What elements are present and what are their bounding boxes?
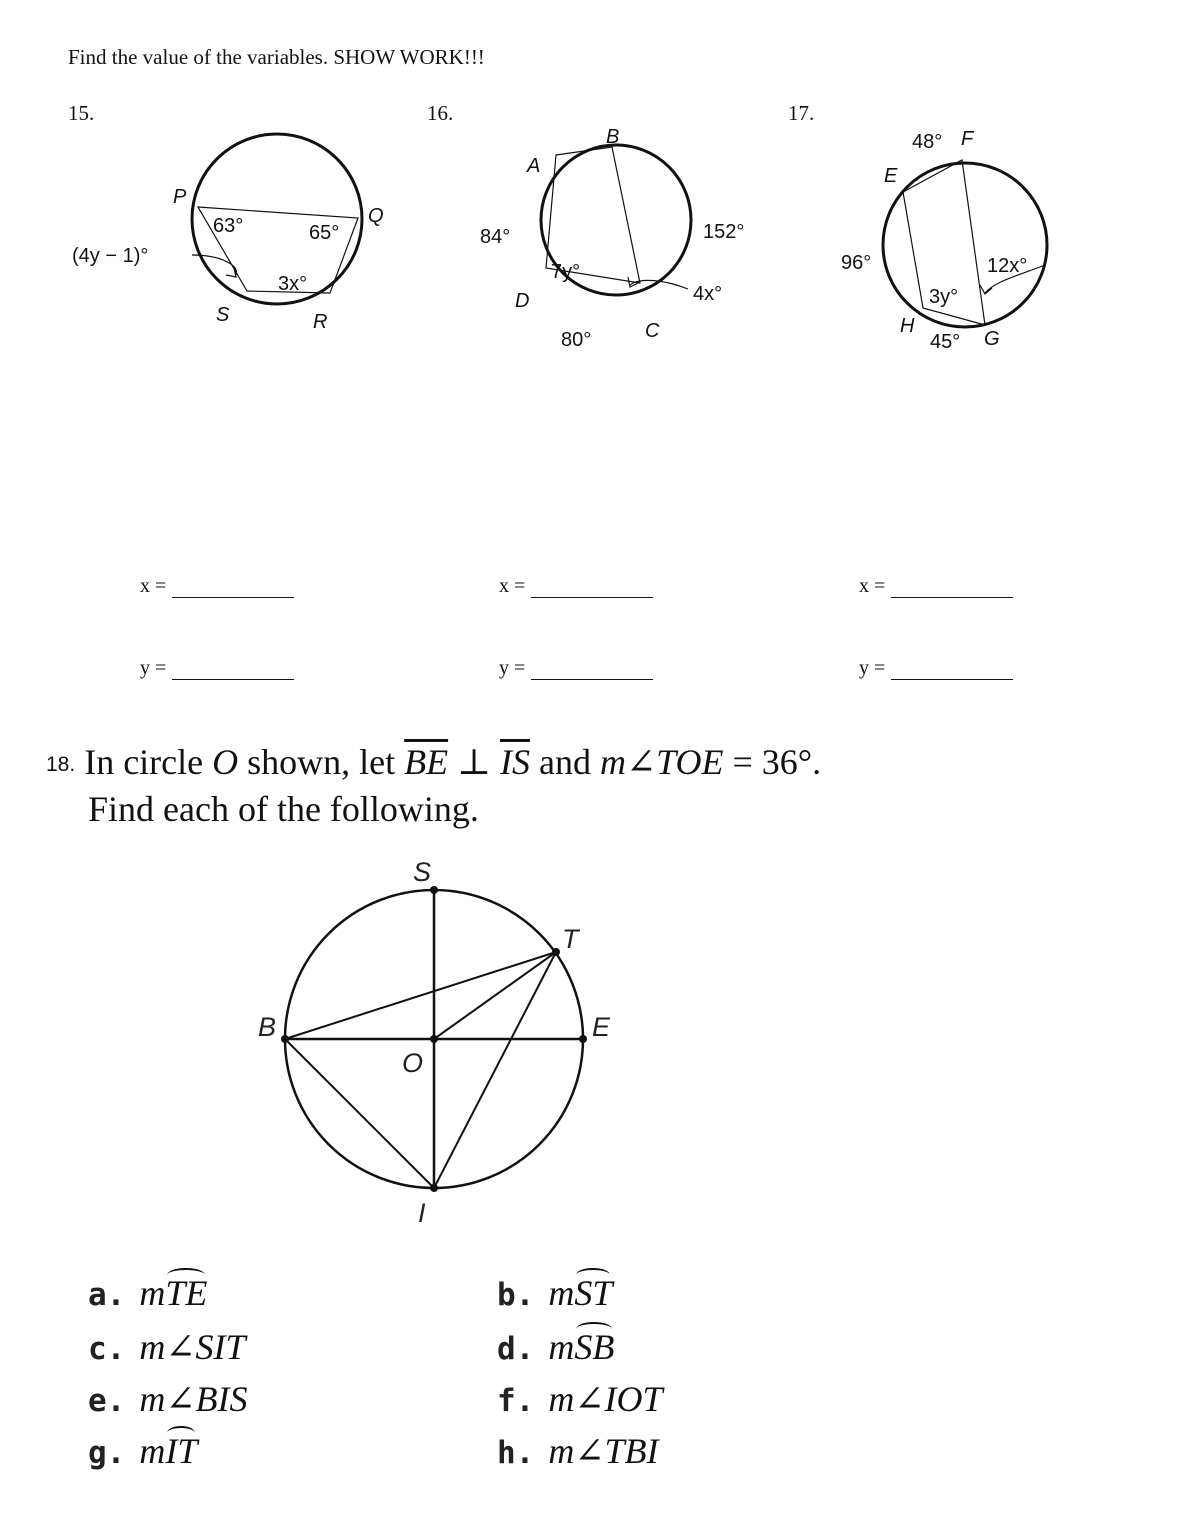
q18-segment-is: $\overline{IS}$ [499, 742, 530, 782]
arc-152: 152° [703, 221, 745, 243]
label-g: G [984, 328, 1000, 350]
point-t [552, 948, 560, 956]
answer-17-x[interactable] [859, 575, 1013, 598]
label-e: E [884, 165, 898, 187]
answer-blank[interactable] [172, 577, 294, 598]
label-h: H [900, 315, 915, 337]
diagrams-15-17 [0, 115, 1196, 365]
item-b: b. mST [497, 1273, 613, 1313]
label-i: I [418, 1198, 426, 1228]
circle-17 [883, 163, 1047, 327]
item-g: g. mIT [88, 1431, 198, 1471]
item-a: a. mTE [88, 1273, 208, 1313]
answer-label: y = [140, 657, 167, 679]
angle-7y: 7y° [551, 261, 581, 283]
arc-48: 48° [912, 131, 943, 153]
label-q: Q [368, 205, 384, 227]
answer-15-y[interactable] [140, 657, 294, 680]
segment-ot [434, 952, 556, 1039]
answer-blank[interactable] [891, 659, 1013, 680]
point-i [430, 1184, 438, 1192]
item-c: c. m∠SIT [88, 1327, 246, 1367]
q18-segment-be: $\overline{BE}$ [404, 742, 449, 782]
item-d: d. mSB [497, 1327, 615, 1367]
segment-bt [285, 952, 556, 1039]
arc-80: 80° [561, 329, 592, 351]
answer-blank[interactable] [172, 659, 294, 680]
arc-84: 84° [480, 226, 511, 248]
answer-16-x[interactable] [499, 575, 653, 598]
problem-17-number: 17. [788, 101, 815, 125]
problem-16-number: 16. [427, 101, 454, 125]
item-h: h. m∠TBI [497, 1431, 659, 1471]
angle-3y: 3y° [929, 286, 959, 308]
q18-text-a: In circle [84, 742, 213, 782]
label-r: R [313, 311, 328, 333]
q18-angle: m∠TOE [599, 742, 724, 782]
answer-label: y = [859, 657, 886, 679]
question-18-number: 18. [46, 753, 76, 776]
label-d: D [515, 290, 530, 312]
answer-label: x = [499, 575, 526, 597]
angle-4y-1: (4y − 1)° [72, 245, 149, 267]
label-b: B [606, 126, 620, 148]
q18-instruction: Find each of the following. [88, 789, 479, 829]
item-e: e. m∠BIS [88, 1379, 248, 1419]
problem-15-number: 15. [68, 101, 95, 125]
point-b [281, 1035, 289, 1043]
label-e: E [592, 1012, 611, 1042]
label-a: A [527, 155, 541, 177]
angle-3x: 3x° [278, 273, 308, 295]
label-s: S [413, 857, 432, 887]
label-s: S [216, 304, 230, 326]
q18-text-d: = 36°. [723, 742, 822, 782]
label-p: P [173, 186, 187, 208]
answer-16-y[interactable] [499, 657, 653, 680]
point-o [430, 1035, 438, 1043]
label-t: T [562, 924, 579, 954]
angle-12x: 12x° [987, 255, 1028, 277]
q18-circle-name: O [212, 742, 239, 782]
answer-label: x = [859, 575, 886, 597]
label-o: O [402, 1048, 424, 1078]
answer-label: x = [140, 575, 167, 597]
answer-17-y[interactable] [859, 657, 1013, 680]
answer-blank[interactable] [531, 659, 653, 680]
segment-it [434, 952, 556, 1188]
answer-blank[interactable] [531, 577, 653, 598]
q18-text-b: shown, let [238, 742, 405, 782]
arc-45: 45° [930, 331, 961, 353]
item-f: f. m∠IOT [497, 1379, 663, 1419]
label-c: C [645, 320, 660, 342]
answer-15-x[interactable] [140, 575, 294, 598]
angle-4x: 4x° [693, 283, 723, 305]
point-s [430, 886, 438, 894]
answer-blank[interactable] [891, 577, 1013, 598]
arc-96: 96° [841, 252, 872, 274]
label-f: F [961, 128, 974, 150]
q18-perp: ⊥ [448, 742, 500, 782]
answer-label: y = [499, 657, 526, 679]
diagram-17 [883, 160, 1047, 327]
instructions: Find the value of the variables. SHOW WORK!!! [68, 45, 485, 69]
diagram-18 [0, 850, 700, 1230]
angle-63: 63° [213, 215, 244, 237]
angle-65: 65° [309, 222, 340, 244]
question-18 [46, 740, 821, 831]
q18-text-c: and [529, 742, 600, 782]
label-b: B [258, 1012, 277, 1042]
point-e [579, 1035, 587, 1043]
